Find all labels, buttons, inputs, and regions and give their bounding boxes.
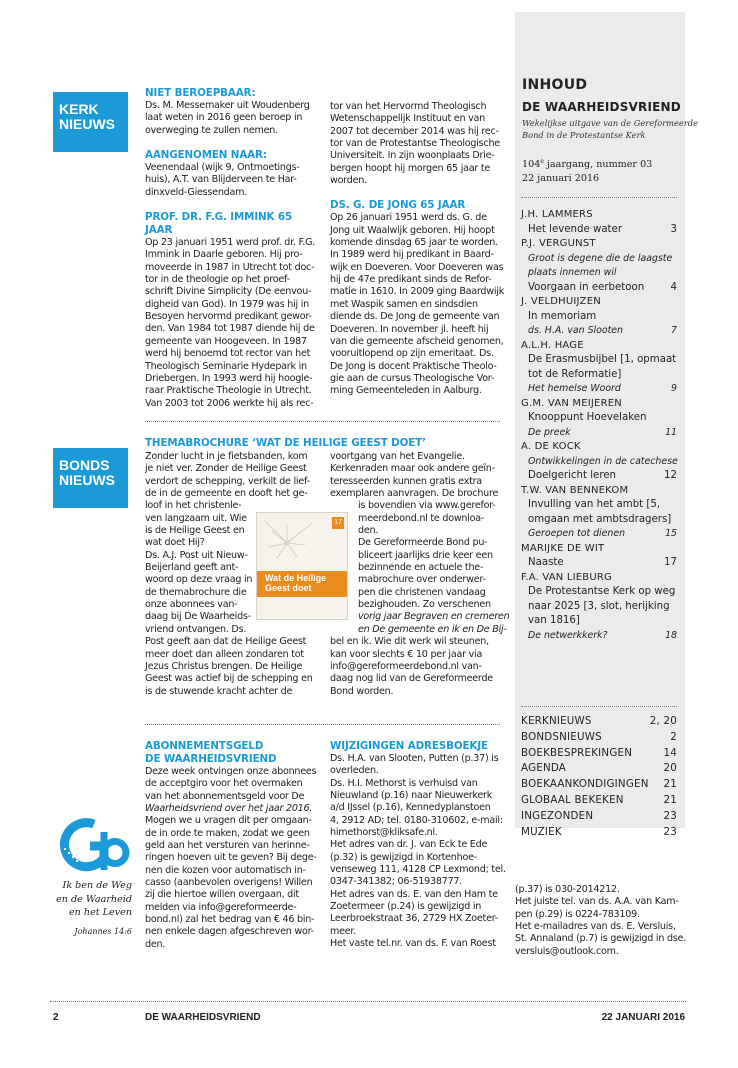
toc-entry[interactable] [521,324,677,339]
text-line: vorig jaar Begraven en cremeren [358,611,510,623]
quote-reference: Johannes 14:6 [74,926,132,936]
toc-entry[interactable] [521,411,677,426]
subtitle-line: Bond in de Protestantse Kerk [522,130,646,140]
index-entry[interactable] [521,714,677,730]
text-line: meer doet dan alleen zondaren tot [145,648,304,660]
text-line: nen die kozen voor automatisch in- [145,864,306,876]
toc-entry[interactable] [521,527,677,542]
text-line: met Waspik samen en sindsdien [330,298,478,310]
toc-entry[interactable] [521,629,677,644]
kerknieuws-column-1 [145,87,320,410]
text-line: Leerbroekstraat 36, 2729 HX Zoeter- [330,913,499,925]
adresboekje-continued [515,884,695,958]
text-line: De Gereformeerde Bond pu- [358,537,488,549]
divider [145,724,500,725]
toc-text: Het hemelse Woord [528,383,621,394]
toc-entry[interactable] [521,266,677,281]
subtitle-line: Wekelijkse uitgave van de Gereformeerde [522,118,699,128]
toc-text: T.W. VAN BENNEKOM [521,484,629,496]
index-entry[interactable] [521,793,677,809]
text-line: Jong uit Waalwijk geboren. Hij hoopt [330,224,495,236]
text-line: bel en ik. Wie dit werk wil steunen, [330,636,489,648]
toc-author [521,440,677,455]
toc-text: De Protestantse Kerk op weg [528,586,676,597]
toc-text: In memoriam [528,310,597,322]
section-body [145,162,320,199]
toc-page-number: 11 [665,426,677,438]
text-line: Universiteit. In zijn woonplaats Drie- [330,150,495,162]
toc-entry[interactable] [521,223,677,238]
text-line: De Jong is docent Praktische Theolo- [330,360,497,372]
text-line: Het vaste tel.nr. van ds. F. van Roest [330,938,496,950]
text-line: In 1989 werd hij predikant in Baard- [330,249,494,261]
index-label: KERKNIEUWS [521,715,592,727]
toc-page-number: 9 [671,383,677,394]
text-line: wijk en Doeveren. Voor Doeveren was [330,261,504,273]
text-line: laat weten in 2016 geen beroep in [145,112,303,124]
text-line: exemplaren aanvragen. De brochure [330,488,499,500]
text-line: Het adres van ds. E. van den Ham te [330,888,498,900]
text-line: pen (p.29) is 0224-783109. [515,908,640,920]
toc-text: Groot is degene die de laagste [528,252,673,264]
text-line: bliceert jaarlijks drie keer een [358,549,493,561]
toc-text: MARIJKE DE WIT [521,542,605,554]
text-line: komende dinsdag 65 jaar te worden. [330,237,498,249]
divider [521,197,677,198]
toc-entry[interactable] [521,498,677,513]
table-of-contents [521,208,677,643]
footer-divider [50,1001,686,1002]
kerknieuws-tab [53,92,128,152]
text-line: Ds. M. Messemaker uit Woudenberg [145,100,310,111]
index-entry[interactable] [521,809,677,825]
toc-text: P.J. VERGUNST [521,238,596,249]
text-line: Kerkenraden maar ook andere geïn- [330,463,495,475]
text-line: overweging te zullen nemen. [145,124,278,136]
rubrieken-index [521,714,677,840]
section-heading: WIJZIGINGEN ADRESBOEKJE [330,740,488,752]
text-line: Het adres van dr. J. van Eck te Ede [330,839,488,851]
toc-page-number: 17 [664,557,677,568]
text-line: bezinnende en actuele the- [358,562,484,574]
toc-entry[interactable] [521,455,677,470]
text-line: je niet ver. Zonder de Heilige Geest [145,463,307,475]
text-line: info@gereformeerdebond.nl van- [330,660,482,672]
index-page-number: 23 [663,809,677,822]
quote-line: Ik ben de Weg [62,880,132,891]
toc-text: omgaan met ambtsdragers] [528,513,672,525]
text-line: Het e-mailadres van ds. E. Versluis, [515,921,676,933]
toc-text: Geroepen tot dienen [528,528,626,539]
index-page-number: 2, 20 [649,715,677,727]
text-line: vriend ontvangen. Ds. [145,623,247,635]
index-page-number: 23 [663,825,677,838]
text-line: matie in 1610. In 2009 ging Baardwijk [330,286,505,298]
issue-date: 22 januari 2016 [522,173,600,185]
text-line: (p.32) is gewijzigd in Kortenhoe- [330,851,477,863]
text-line: nen enkele dagen afgeschreven wor- [145,926,314,938]
gereformeerde-bond-logo [60,818,132,878]
text-line: bergen hoopt hij morgen 65 jaar te [330,162,491,174]
footer-date: 22 JANUARI 2016 [601,1012,685,1023]
toc-page-number: 12 [664,470,677,481]
toc-text: A.L.H. HAGE [521,339,584,351]
text-line: teresseerden kunnen gratis extra [330,475,482,487]
text-line: Driebergen. In 1993 werd hij hoogle- [145,372,313,384]
text-line: a/d IJssel (p.16), Kennedyplanstoen [330,802,491,814]
text-line: 4, 2912 AD; tel. 0180-310602, e-mail: [330,814,503,826]
text-line: Geest was actief bij de schepping en [145,673,313,685]
contents-title: INHOUD [522,77,588,93]
index-entry[interactable] [521,825,677,841]
toc-entry[interactable] [521,252,677,267]
text-line: ven langzaam uit. Wie [145,512,247,524]
toc-text: Doelgericht leren [528,470,617,481]
text-line: van het abonnementsgeld voor De [145,790,305,802]
text-line: meerdebond.nl te downloa- [358,512,485,524]
text-line: Jezus Christus brengen. De Heilige [145,660,303,672]
text-line: werd hij benoemd tot rector van het [145,348,311,360]
text-line: Veenendaal (wijk 9, Ontmoetings- [145,162,300,174]
text-line: dinxveld-Giessendam. [145,186,248,198]
text-line: tor in de theologie op het proef- [145,274,290,286]
index-page-number: 20 [663,762,677,775]
text-line: digheid van God). In 1979 was hij in [145,298,309,310]
text-line: verdort de schepping, verkilt de lief- [145,475,310,487]
text-line: Beijerland geeft ant- [145,562,239,574]
text-line: meer. [330,925,357,937]
text-line: (p.37) is 030-2014212. [515,884,620,895]
toc-text: F.A. VAN LIEBURG [521,571,612,583]
text-line: Van 2003 tot 2006 werkte hij als rec- [145,397,314,409]
text-line: is de stuwende kracht achter de [145,685,293,697]
text-line: Zoetermeer (p.24) is gewijzigd in [330,901,482,913]
index-entry[interactable] [521,761,677,777]
text-line: van die gemeente afscheid genomen, [330,335,504,347]
index-page-number: 14 [663,746,677,759]
toc-author [521,295,677,310]
text-line: den. [145,938,166,950]
abonnement-section [145,740,325,951]
text-line: melden via info@gereformeerde- [145,901,297,913]
toc-author [521,339,677,354]
section-body [145,237,320,410]
divider [145,421,500,422]
text-line: de in orde te maken, zodat we geen [145,827,310,839]
logo-icon [60,818,132,878]
toc-text: Naaste [528,557,564,568]
toc-entry[interactable] [521,614,677,629]
text-line: Mogen we u vragen dit per omgaan- [145,815,312,827]
toc-page-number: 15 [665,528,677,539]
text-line: Deze week ontvingen onze abonnees [145,766,317,777]
toc-text: Het levende water [528,223,623,235]
toc-text: van 1816] [528,615,580,626]
text-line: Het juiste tel. van ds. A.A. van Kam- [515,896,679,908]
adresboekje-section [330,740,510,951]
text-line: Ds. H.A. van Slooten, Putten (p.37) is [330,753,499,764]
index-label: MUZIEK [521,825,562,838]
toc-text: J.H. LAMMERS [521,209,593,220]
text-line: raar Praktische Theologie in Utrecht. [145,385,312,397]
index-label: BOEKAANKONDIGINGEN [521,778,649,791]
text-line: Wetenschappelijk Instituut en van [330,113,485,125]
section-body [330,212,510,397]
text-line: daag bij De Waarheids- [145,611,251,623]
text-line: overleden. [330,765,379,777]
jaargang-number: 104 [522,159,541,171]
tab-label: NIEUWS [59,116,115,132]
toc-entry[interactable] [521,513,677,528]
toc-text: tot de Reformatie] [528,368,622,380]
text-line: Nieuwland (p.16) naar Nieuwerkerk [330,790,493,802]
text-line: versluis@outlook.com. [515,945,619,957]
toc-text: Knooppunt Hoevelaken [528,412,647,423]
text-line: Besoyen hervormd predikant gewor- [145,311,312,323]
toc-page-number: 3 [670,223,677,235]
index-page-number: 21 [663,778,677,791]
toc-author [521,542,677,557]
section-heading: THEMABROCHURE ‘WAT DE HEILIGE GEEST DOET’ [145,437,426,449]
bondsnieuws-column-2 [330,451,515,698]
text-line: tor van het Hervormd Theologisch [330,101,487,112]
text-line: Op 26 januari 1951 werd ds. G. de [330,212,487,224]
text-line: onze abonnees van- [145,599,238,611]
index-entry[interactable] [521,730,677,746]
heading-line: DE WAARHEIDSVRIEND [145,753,277,765]
text-line: schrift Divine Simplicity (De eenvou- [145,286,312,298]
text-line: tor van de Protestantse Theologische [330,138,500,150]
text-line: Bond worden. [330,685,394,697]
toc-entry[interactable] [521,556,677,571]
text-line: venseweg 111, 4128 CP Lexmond; tel. [330,864,506,876]
footer-magazine: DE WAARHEIDSVRIEND [145,1012,261,1023]
text-line: moveerde in 1987 in Utrecht tot doc- [145,261,315,273]
text-line: Theologisch Seminarie Hydepark in [145,360,307,372]
section-heading: DS. G. DE JONG 65 JAAR [330,199,466,212]
text-line: gemeente van Hoogeveen. In 1987 [145,335,307,347]
brochure-title-line: Geest doet [265,583,312,593]
section-body [145,766,325,951]
section-heading [145,740,325,766]
text-line: bezighouden. Zo verschenen [358,599,491,611]
toc-text: G.M. VAN MEIJEREN [521,397,622,409]
section-body [145,100,320,137]
toc-entry[interactable] [521,382,677,397]
heading-line: ABONNEMENTSGELD [145,740,264,752]
toc-author [521,237,677,252]
toc-text: Invulling van het ambt [5, [528,499,661,510]
text-line: Ds. A.J. Post uit Nieuw- [145,549,248,561]
toc-entry[interactable] [521,281,677,296]
index-label: BOEKBESPREKINGEN [521,746,633,759]
magazine-subtitle [522,117,698,141]
tab-label: BONDS [59,457,110,473]
text-line: Waarheidsvriend over het jaar 2016. [145,803,313,815]
index-page-number: 2 [670,730,677,743]
toc-text: De Erasmusbijbel [1, opmaat [528,354,677,365]
index-label: GLOBAAL BEKEKEN [521,793,624,806]
text-line: himethorst@kliksafe.nl. [330,827,438,839]
index-label: BONDSNIEUWS [521,730,602,743]
section-heading: NIET BEROEPBAAR: [145,87,256,99]
jaargang-text: jaargang, nummer 03 [543,159,653,171]
toc-entry[interactable] [521,426,677,441]
text-line: Doeveren. In november jl. heeft hij [330,323,489,335]
toc-entry[interactable] [521,469,677,484]
text-line: is de Heilige Geest en [145,525,245,537]
quote-line: en de Waarheid [56,893,132,905]
text-line: Op 23 januari 1951 werd prof. dr. F.G. [145,237,316,249]
text-line: loof in het christenle- [145,500,242,512]
text-line: de themabrochure die [145,586,247,598]
index-page-number: 21 [663,793,677,806]
kerknieuws-column-2 [330,101,510,398]
section-heading: AANGENOMEN NAAR: [145,149,267,162]
text-line: 2007 tot december 2014 was hij rec- [330,125,499,137]
text-line: ming Gemeenteleden in Aalburg. [330,385,482,397]
text-line: vooruitlopend op zijn emeritaat. Ds. [330,348,494,360]
index-entry[interactable] [521,777,677,793]
toc-text: Voorgaan in eerbetoon [528,281,645,293]
toc-author [521,208,677,223]
toc-text: plaats innemen wil [528,267,617,278]
toc-text: De netwerkkerk? [528,629,608,641]
text-line: zij die hiertoe willen overgaan, dit [145,889,299,901]
index-entry[interactable] [521,746,677,762]
toc-entry[interactable] [521,600,677,615]
text-line: mabrochure over onderwer- [358,574,486,586]
text-line: den. Van 1984 tot 1987 diende hij de [145,323,315,335]
magazine-name: DE WAARHEIDSVRIEND [522,100,681,114]
bondsnieuws-tab [53,448,128,508]
text-line: daag nog lid van de Gereformeerde [330,673,493,685]
text-line: Zonder lucht in je fietsbanden, kom [145,451,308,462]
text-line: de in de gemeente en dooft het ge- [145,488,308,500]
tab-label: NIEUWS [59,472,115,488]
toc-text: ds. H.A. van Slooten [528,325,623,336]
issue-info [522,155,652,186]
text-line: wat doet Hij? [145,537,205,549]
toc-page-number: 4 [670,281,677,293]
text-line: ringen hoeven uit te geven? Bij dege- [145,852,317,864]
text-line: is bovendien via www.gerefor- [358,500,496,512]
toc-text: Ontwikkelingen in de catechese [528,455,678,467]
text-line: worden. [330,175,367,187]
text-line: woord op deze vraag in [145,574,253,586]
toc-author [521,571,677,586]
toc-page-number: 18 [665,629,677,641]
wrapped-text [330,500,515,636]
toc-author [521,397,677,412]
toc-author [521,484,677,499]
toc-entry[interactable] [521,368,677,383]
text-line: casso (aanbevolen overigens! Willen [145,877,313,889]
toc-entry[interactable] [521,585,677,600]
divider [521,706,677,707]
text-line: voortgang van het Evangelie. [330,451,465,462]
index-label: AGENDA [521,762,567,775]
issue-number [522,155,652,172]
tab-label: KERK [59,101,99,117]
text-line: den. [358,525,379,537]
bible-quote [44,879,132,938]
section-heading: PROF. DR. F.G. IMMINK 65 JAAR [145,211,293,237]
text-line: bond.nl) zal het bedrag van € 46 bin- [145,914,315,926]
jaargang-superscript: e [540,158,544,165]
toc-entry[interactable] [521,310,677,325]
text-line: hij de 47e predikant sinds de Refor- [330,274,492,286]
section-body [330,753,510,951]
toc-page-number: 7 [671,325,677,336]
toc-text: naar 2025 [3, slot, herijking [528,600,670,612]
toc-text: J. VELDHUIJZEN [521,296,601,307]
text-line: Immink in Daarle geboren. Hij pro- [145,249,303,261]
text-line: pen die christenen vandaag [358,586,486,598]
text-line: geld aan het versturen van herinne- [145,840,310,852]
text-line: Ds. H.I. Methorst is verhuisd van [330,777,478,789]
index-label: INGEZONDEN [521,809,594,822]
quote-line: en het Leven [69,907,132,918]
brochure-number: 17 [332,517,344,529]
text-line: gie aan de cursus Theologische Vor- [330,372,495,384]
text-line: huis), A.T. van Blijderveen te Har- [145,174,297,186]
section-body [330,101,510,187]
page-number: 2 [53,1012,59,1023]
text-line: St. Annaland (p.7) is gewijzigd in dse. [515,933,686,945]
text-line: diende ds. De Jong de gemeente van [330,311,500,323]
brochure-title [265,573,326,593]
text-line: en De gemeente en ik en De Bij- [358,623,507,635]
text-line: de acceptgiro voor het overmaken [145,778,303,790]
toc-entry[interactable] [521,353,677,368]
text-line: Post geeft aan dat de Heilige Geest [145,636,307,648]
toc-text: De preek [528,426,571,438]
text-line: 0347-341382; 06-51938777. [330,876,463,888]
toc-text: A. DE KOCK [521,441,581,452]
text-line: kan voor slechts € 10 per jaar via [330,648,483,660]
brochure-title-line: Wat de Heilige [265,573,327,583]
